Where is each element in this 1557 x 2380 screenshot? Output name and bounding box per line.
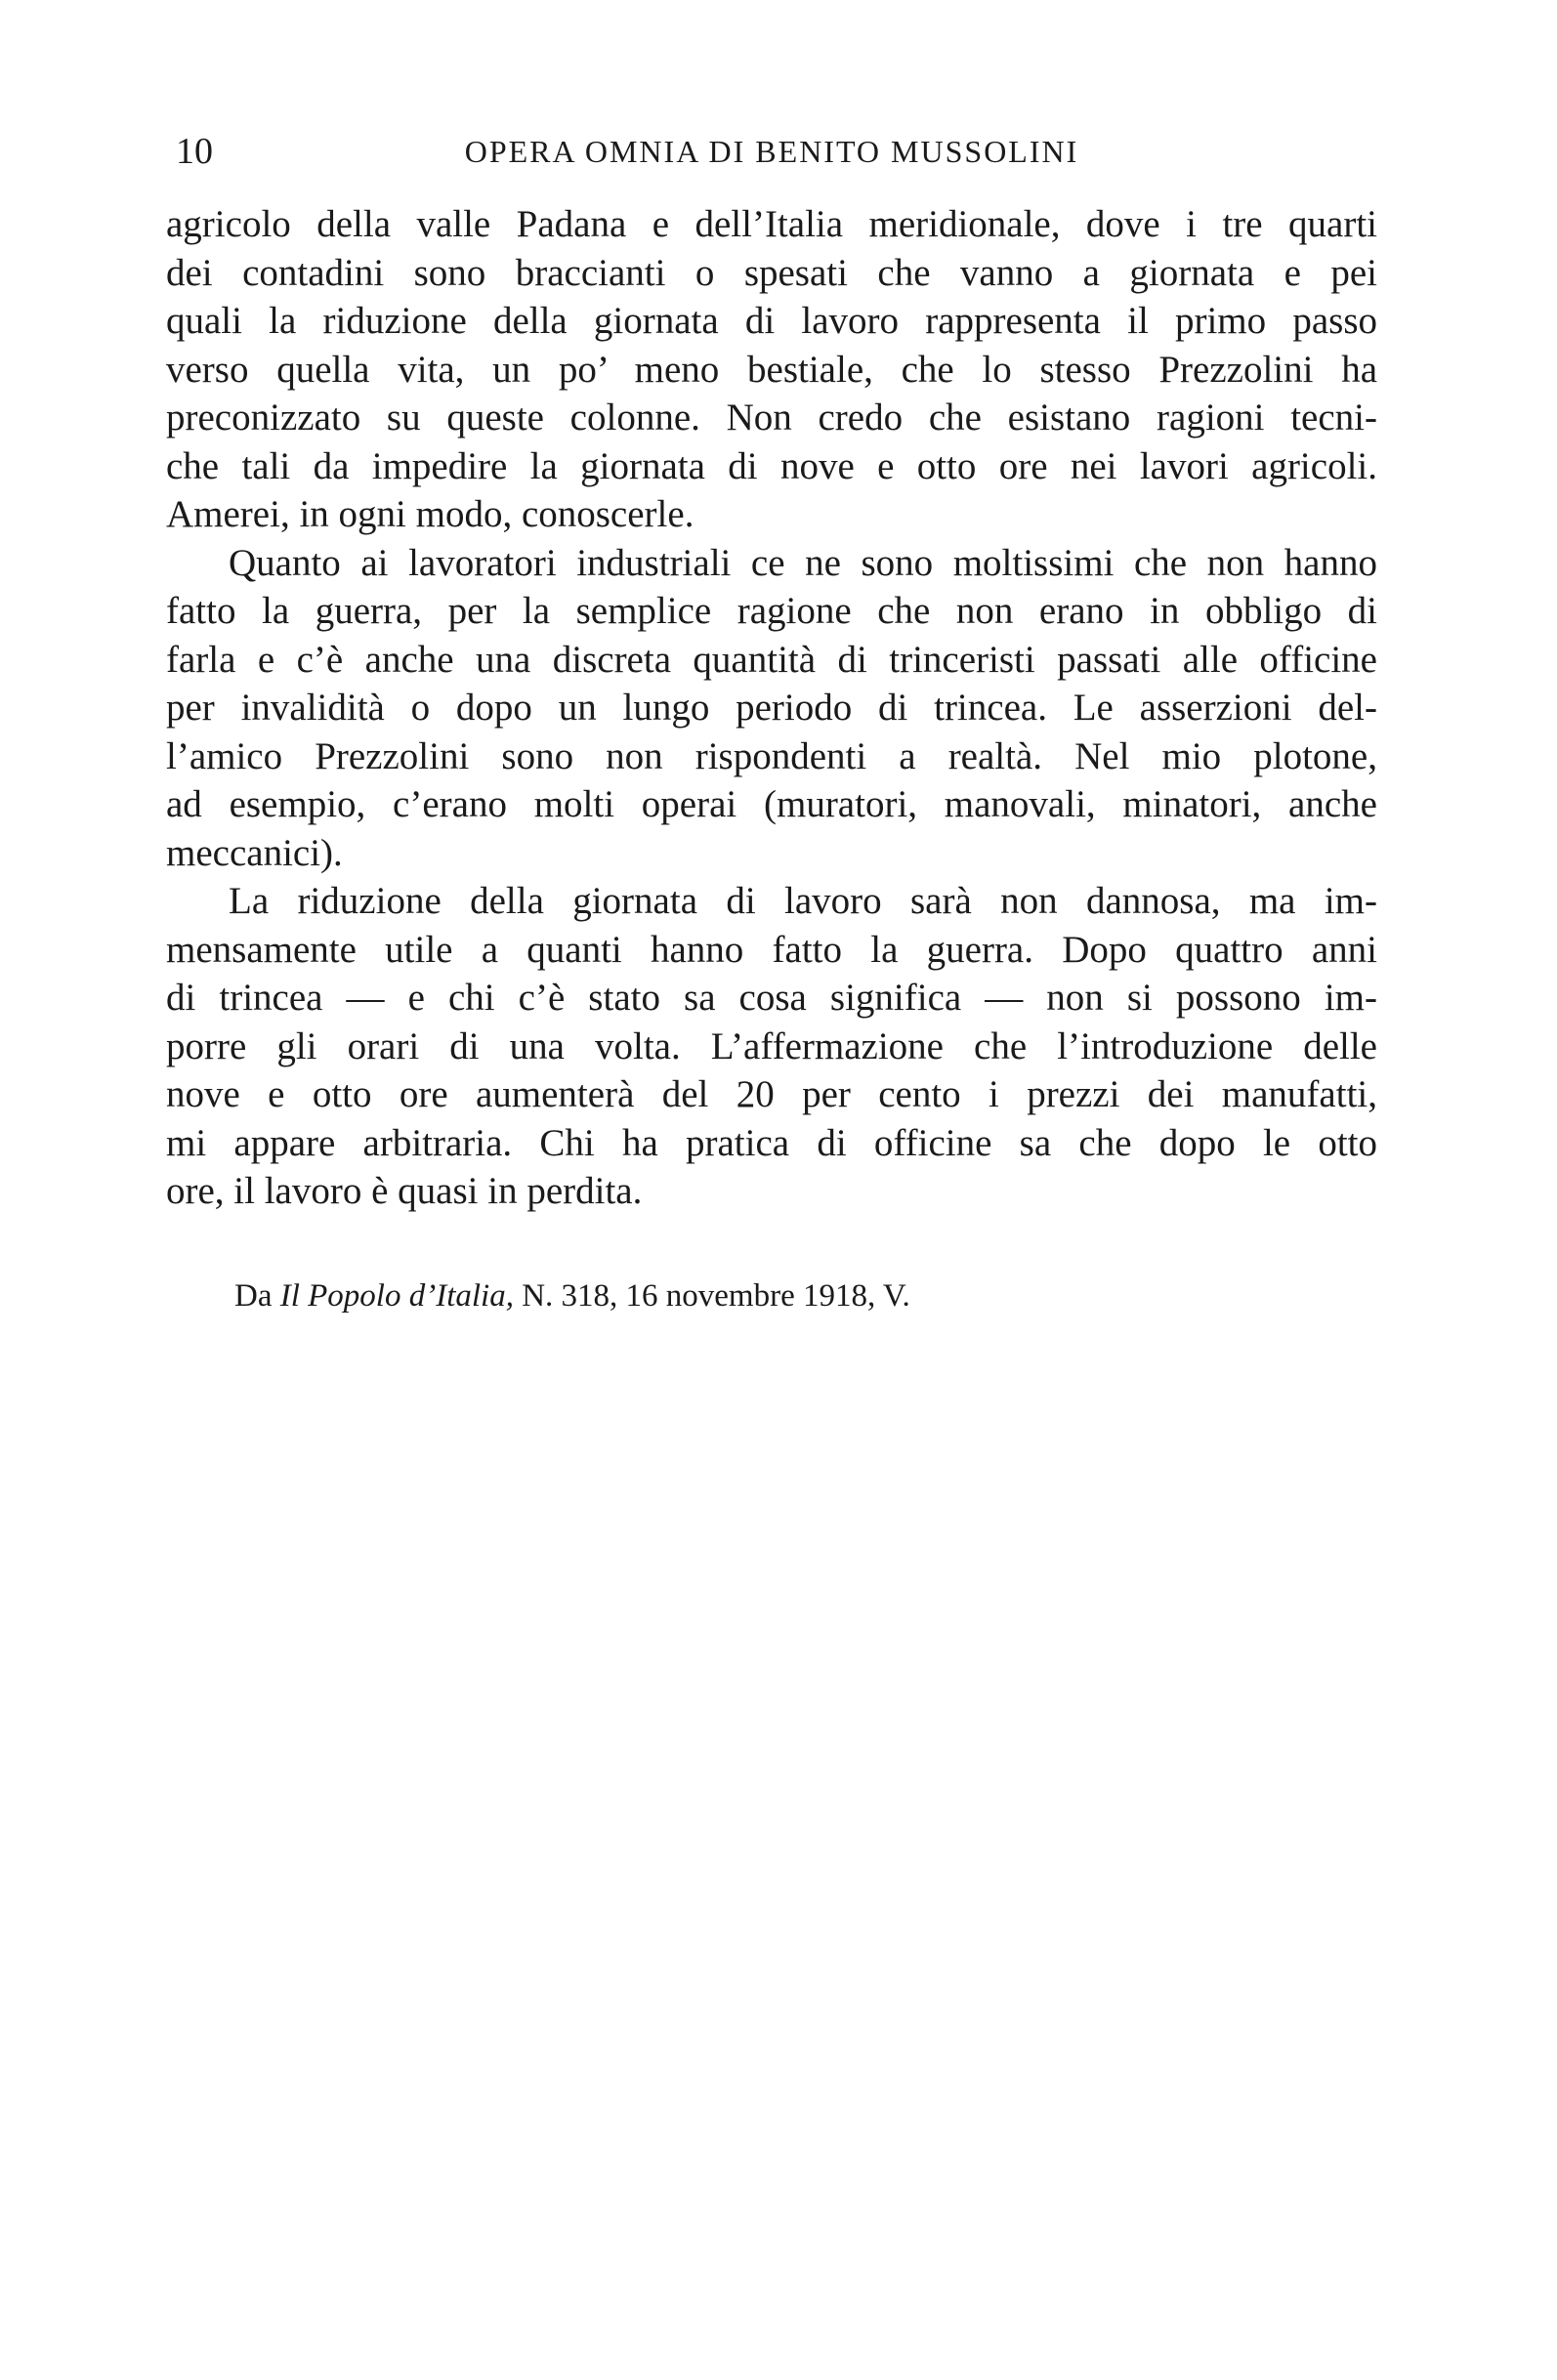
text-line: quali la riduzione della giornata di lavoro rappresenta il primo passo [166, 300, 1377, 342]
text-line: che tali da impedire la giornata di nove e otto ore nei lavori agricoli. [166, 444, 1377, 487]
paragraph-3 [166, 877, 1377, 1216]
source-publication: Il Popolo d’Italia, [279, 1278, 514, 1314]
text-line: Amerei, in ogni modo, conoscerle. [166, 493, 694, 535]
page-number: 10 [176, 131, 213, 172]
text-line: mi appare arbitraria. Chi ha pratica di officine sa che dopo le otto [166, 1121, 1377, 1164]
text-line: di trincea — e chi c’è stato sa cosa significa — non si possono im- [166, 977, 1377, 1019]
paragraph-2 [166, 539, 1377, 878]
running-head-title: OPERA OMNIA DI BENITO MUSSOLINI [464, 134, 1079, 169]
paragraph-1 [166, 200, 1377, 539]
text-line: agricolo della valle Padana e dell’Italia meridionale, dove i tre quarti [166, 203, 1377, 245]
source-details: N. 318, 16 novembre 1918, V. [513, 1278, 910, 1314]
text-line: mensamente utile a quanti hanno fatto la guerra. Dopo quattro anni [166, 928, 1377, 971]
text-line: per invalidità o dopo un lungo periodo di trincea. Le asserzioni del- [166, 687, 1377, 729]
text-line: preconizzato su queste colonne. Non credo che esistano ragioni tecni- [166, 397, 1377, 438]
source-prefix: Da [234, 1278, 280, 1314]
text-line: Quanto ai lavoratori industriali ce ne sono moltissimi che non hanno [229, 541, 1377, 584]
text-line: La riduzione della giornata di lavoro sarà non dannosa, ma im- [229, 880, 1377, 922]
text-line: nove e otto ore aumenterà del 20 per cento i prezzi dei manufatti, [166, 1073, 1377, 1115]
text-line: farla e c’è anche una discreta quantità di trinceristi passati alle officine [166, 638, 1377, 681]
text-line: l’amico Prezzolini sono non rispondenti a realtà. Nel mio plotone, [166, 734, 1377, 777]
text-line: dei contadini sono braccianti o spesati che vanno a giornata e pei [166, 251, 1377, 294]
text-line: verso quella vita, un po’ meno bestiale, che lo stesso Prezzolini ha [166, 348, 1377, 391]
source-citation [234, 1272, 910, 1320]
running-head [166, 127, 1377, 176]
text-line: porre gli orari di una volta. L’affermazione che l’introduzione delle [166, 1024, 1377, 1067]
body-text [166, 200, 1377, 1216]
text-line: fatto la guerra, per la semplice ragione che non erano in obbligo di [166, 590, 1377, 632]
text-line: ore, il lavoro è quasi in perdita. [166, 1170, 643, 1212]
text-line: meccanici). [166, 831, 343, 874]
text-line: ad esempio, c’erano molti operai (muratori, manovali, minatori, anche [166, 783, 1377, 825]
